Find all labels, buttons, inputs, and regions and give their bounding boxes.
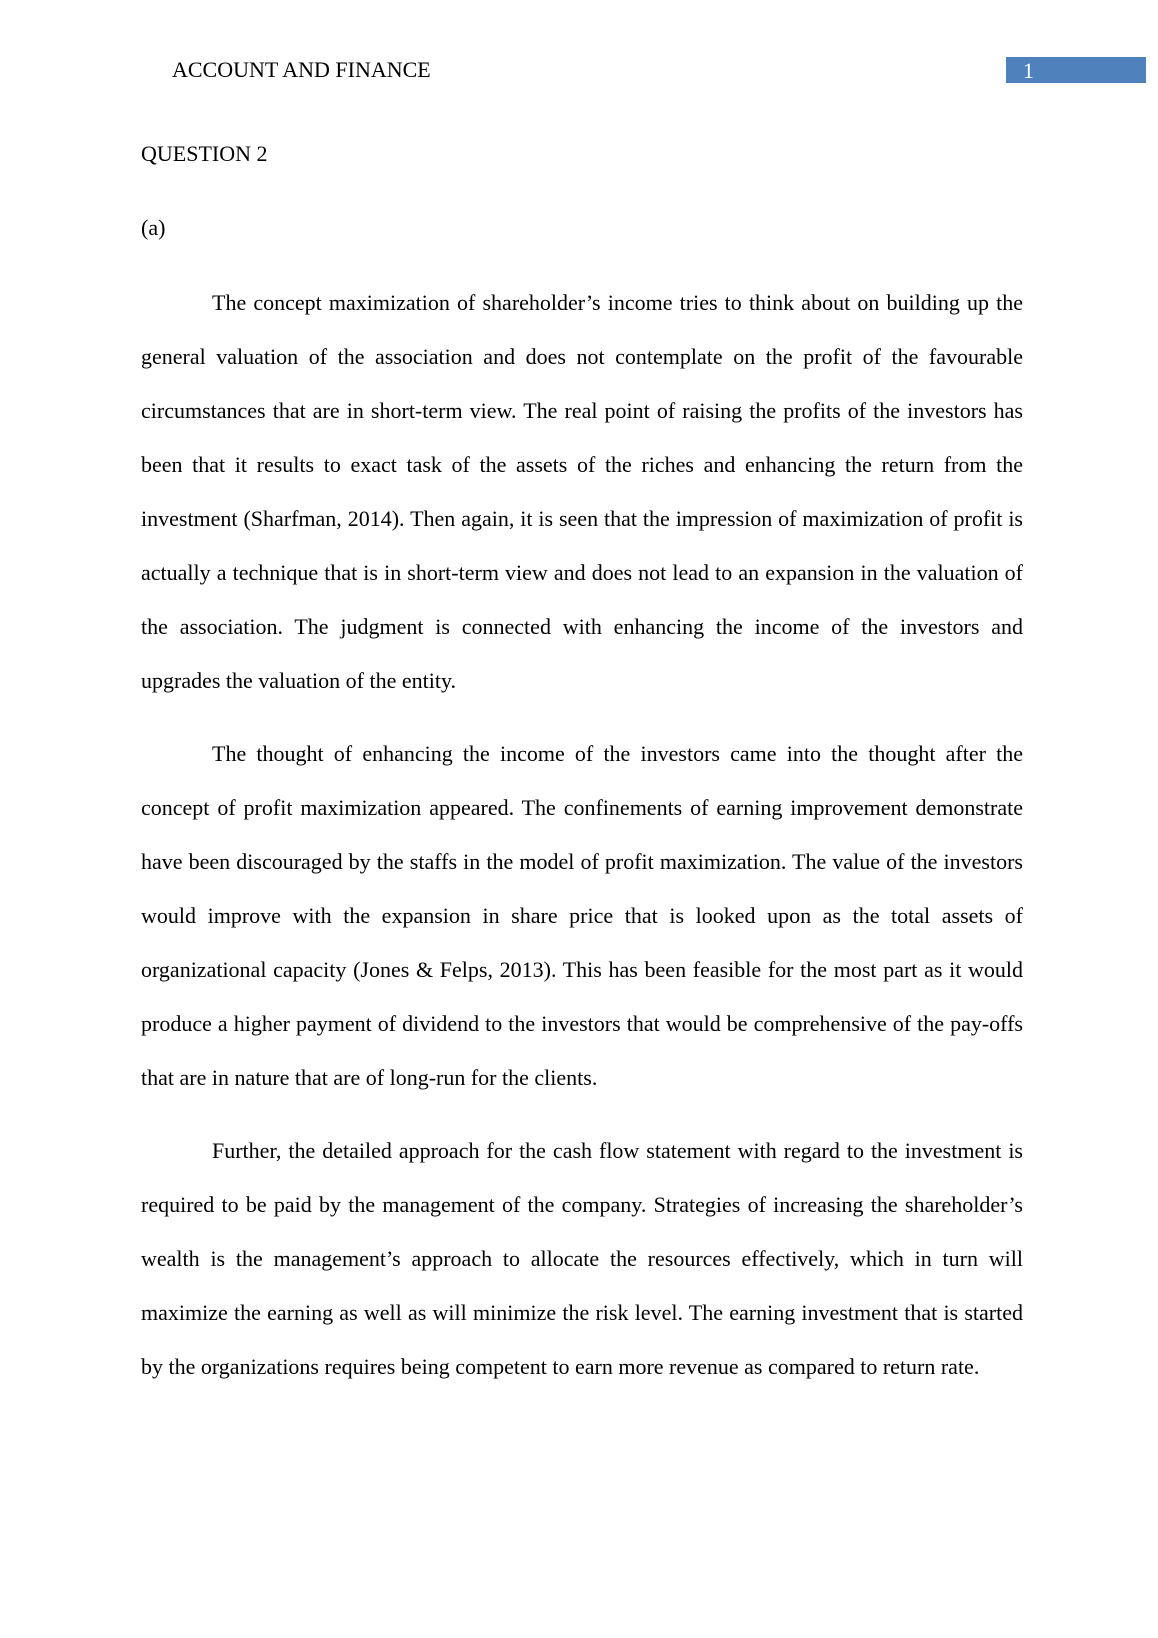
running-head: ACCOUNT AND FINANCE: [172, 57, 431, 82]
question-heading: QUESTION 2: [141, 141, 268, 166]
page-number: 1: [1023, 58, 1034, 83]
body-paragraph: The thought of enhancing the income of the investors came into the thought after the concept of profit maximization appeared. The confinements of earning improvement demonstrate have been discouraged by the staffs in the model of profit maximization. The value of the investors would improve with the expansion in share price that is looked upon as the total assets of organizational capacity (Jones & Felps, 2013). This has been feasible for the most part as it would produce a higher payment of dividend to the investors that would be comprehensive of the pay-offs that are in nature that are of long-run for the clients.: [141, 741, 1023, 1090]
page-number-badge: [1006, 57, 1146, 83]
body-paragraph: Further, the detailed approach for the cash flow statement with regard to the investment is required to be paid by the management of the company. Strategies of increasing the shareholder’s wealth is the management’s approach to allocate the resources effectively, which in turn will maximize the earning as well as will minimize the risk level. The earning investment that is started by the organizations requires being competent to earn more revenue as compared to return rate.: [141, 1138, 1023, 1379]
subpart-label: (a): [141, 215, 166, 240]
body-paragraph: The concept maximization of shareholder’s income tries to think about on building up the general valuation of the association and does not contemplate on the profit of the favourable circumstances that are in short-term view. The real point of raising the profits of the investors has been that it results to exact task of the assets of the riches and enhancing the return from the investment (Sharfman, 2014). Then again, it is seen that the impression of maximization of profit is actually a technique that is in short-term view and does not lead to an expansion in the valuation of the association. The judgment is connected with enhancing the income of the investors and upgrades the valuation of the entity.: [141, 290, 1023, 693]
